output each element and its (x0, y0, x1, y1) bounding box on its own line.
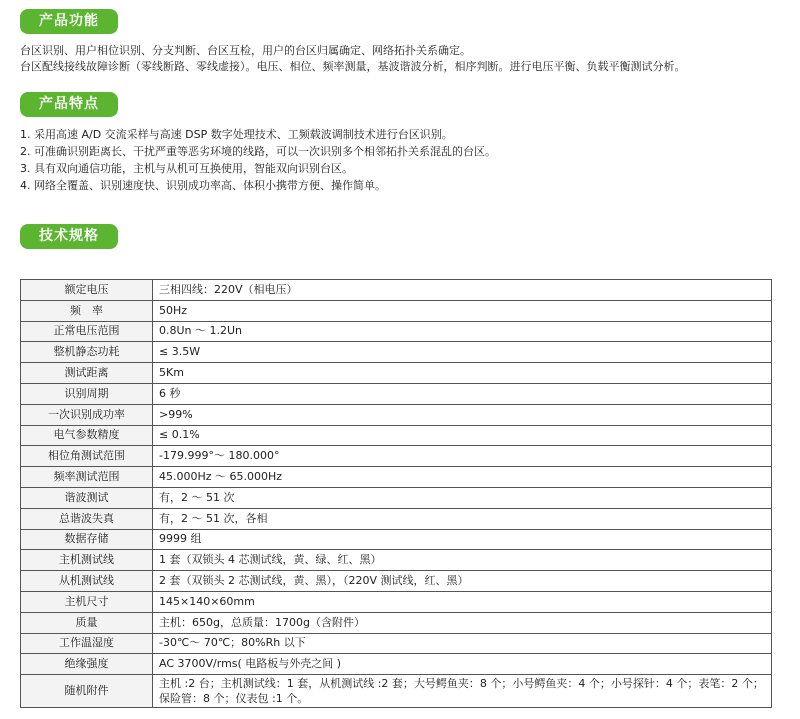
spec-row (21, 280, 772, 301)
spec-value: -179.999°～ 180.000° (153, 446, 772, 467)
function-line-1: 台区识别、用户相位识别、分支判断、台区互检，用户的台区归属确定、网络拓扑关系确定。 (20, 44, 471, 57)
spec-row (21, 675, 772, 708)
spec-value: 1 套（双锁头 4 芯测试线，黄、绿、红、黑） (153, 550, 772, 571)
spec-value: 9999 组 (153, 529, 772, 550)
spec-label: 质量 (21, 612, 153, 633)
spec-row (21, 571, 772, 592)
section-title-function: 产品功能 (20, 9, 118, 34)
spec-label: 工作温湿度 (21, 633, 153, 654)
spec-row (21, 383, 772, 404)
spec-label: 总谐波失真 (21, 508, 153, 529)
spec-label: 一次识别成功率 (21, 404, 153, 425)
spec-label: 额定电压 (21, 280, 153, 301)
spec-value: 2 套（双锁头 2 芯测试线，黄、黑），（220V 测试线，红、黑） (153, 571, 772, 592)
spec-label: 相位角测试范围 (21, 446, 153, 467)
spec-value: 有，2 ～ 51 次，各相 (153, 508, 772, 529)
spec-label: 主机测试线 (21, 550, 153, 571)
spec-row (21, 404, 772, 425)
spec-value: 0.8Un ～ 1.2Un (153, 321, 772, 342)
features-list (20, 126, 496, 194)
spec-row (21, 633, 772, 654)
spec-row (21, 363, 772, 384)
section-title-specs: 技术规格 (20, 224, 118, 249)
spec-value: 6 秒 (153, 383, 772, 404)
spec-value: >99% (153, 404, 772, 425)
feature-item: 4. 网络全覆盖、识别速度快、识别成功率高、体积小携带方便、操作简单。 (20, 179, 386, 192)
spec-row (21, 446, 772, 467)
spec-label: 电气参数精度 (21, 425, 153, 446)
spec-value: 主机：650g，总质量：1700g（含附件） (153, 612, 772, 633)
spec-label: 频 率 (21, 300, 153, 321)
spec-row (21, 467, 772, 488)
section-title-features: 产品特点 (20, 92, 118, 117)
spec-row (21, 321, 772, 342)
spec-value: -30℃～ 70℃；80%Rh 以下 (153, 633, 772, 654)
spec-value: 有，2 ～ 51 次 (153, 487, 772, 508)
spec-label: 正常电压范围 (21, 321, 153, 342)
spec-row (21, 612, 772, 633)
spec-value: 5Km (153, 363, 772, 384)
spec-label: 从机测试线 (21, 571, 153, 592)
spec-row (21, 508, 772, 529)
spec-row (21, 550, 772, 571)
spec-label: 随机附件 (21, 675, 153, 708)
spec-label: 谐波测试 (21, 487, 153, 508)
spec-value: 主机 :2 台；主机测试线：1 套，从机测试线 :2 套；大号鳄鱼夹：8 个；小号鳄鱼夹：4 个；小号探针：4 个；表笔：2 个；保险管：8 个；仪表包 :1 个。 (153, 675, 772, 708)
spec-value: 50Hz (153, 300, 772, 321)
spec-row (21, 300, 772, 321)
spec-value: 三相四线：220V（相电压） (153, 280, 772, 301)
spec-row (21, 487, 772, 508)
spec-value: 145×140×60mm (153, 591, 772, 612)
spec-row (21, 342, 772, 363)
spec-label: 数据存储 (21, 529, 153, 550)
spec-table (20, 279, 772, 708)
spec-row (21, 654, 772, 675)
feature-item: 2. 可准确识别距离长、干扰严重等恶劣环境的线路，可以一次识别多个相邻拓扑关系混乱的台区。 (20, 145, 496, 158)
spec-row (21, 591, 772, 612)
spec-value: 45.000Hz ～ 65.000Hz (153, 467, 772, 488)
spec-label: 识别周期 (21, 383, 153, 404)
spec-label: 绝缘强度 (21, 654, 153, 675)
function-line-2: 台区配线接线故障诊断（零线断路、零线虚接）。电压、相位、频率测量，基波谐波分析，相序判断。进行电压平衡、负载平衡测试分析。 (20, 60, 686, 73)
spec-value: ≤ 3.5W (153, 342, 772, 363)
spec-label: 测试距离 (21, 363, 153, 384)
spec-label: 主机尺寸 (21, 591, 153, 612)
feature-item: 1. 采用高速 A/D 交流采样与高速 DSP 数字处理技术、工频载波调制技术进行台区识别。 (20, 128, 453, 141)
spec-value: AC 3700V/rms( 电路板与外壳之间 ) (153, 654, 772, 675)
spec-row (21, 425, 772, 446)
spec-label: 频率测试范围 (21, 467, 153, 488)
spec-value: ≤ 0.1% (153, 425, 772, 446)
spec-row (21, 529, 772, 550)
spec-label: 整机静态功耗 (21, 342, 153, 363)
feature-item: 3. 具有双向通信功能，主机与从机可互换使用，智能双向识别台区。 (20, 162, 353, 175)
